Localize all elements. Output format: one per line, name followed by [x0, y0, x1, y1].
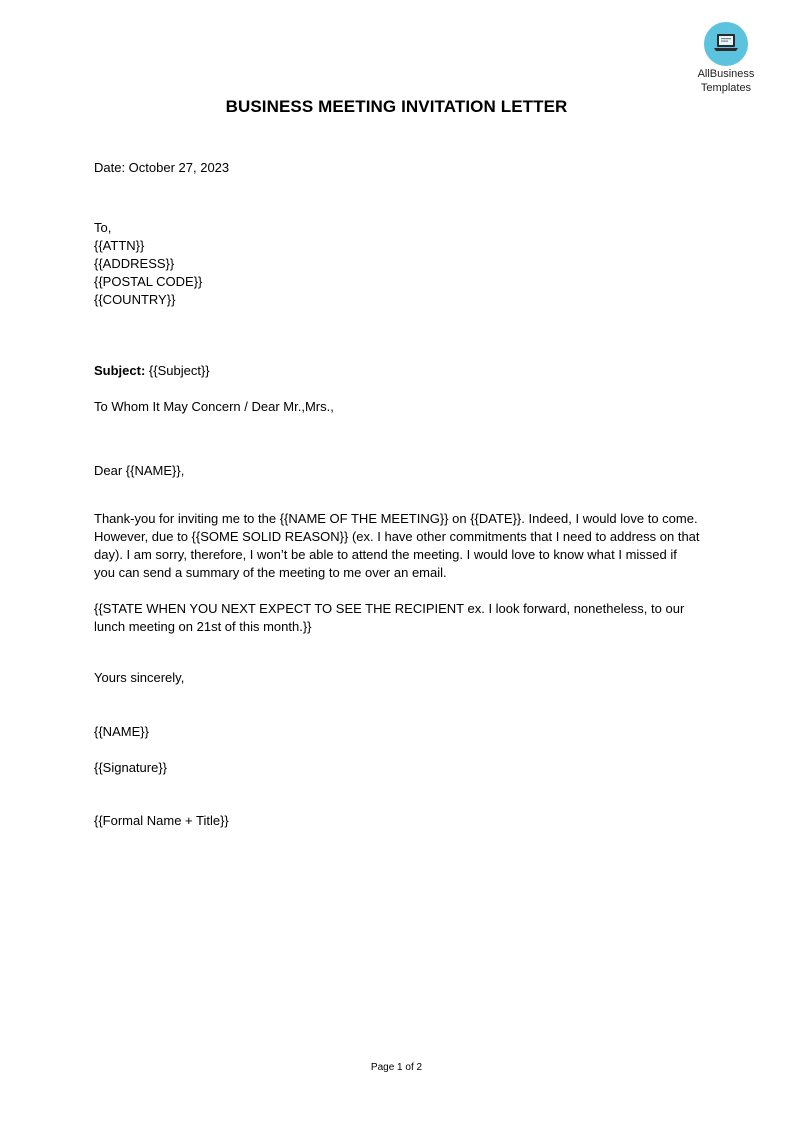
subject-value: {{Subject}}	[145, 363, 210, 378]
recipient-to: To,	[94, 220, 112, 235]
page-number: Page 1 of 2	[370, 1062, 423, 1073]
body-paragraph-2: {{STATE WHEN YOU NEXT EXPECT TO SEE THE RECIPIENT ex. I look forward, nonetheless, to our lunch meeting on 21st of this month.}}	[94, 601, 685, 634]
sender-formal-name: {{Formal Name + Title}}	[94, 813, 229, 828]
sender-signature: {{Signature}}	[94, 760, 168, 775]
recipient-attn: {{ATTN}}	[94, 238, 145, 253]
body-paragraph-1: Thank-you for inviting me to the {{NAME OF THE MEETING}} on {{DATE}}. Indeed, I would love to come. However, due to {{SOME SOLID REASON}} (ex. I have other commitments that I need to address on that day). I am sorry, therefore, I won’t be able to attend the meeting. I would love to know what I missed if you can send a summary of the meeting to me over an email.	[94, 511, 700, 580]
sender-name: {{NAME}}	[94, 724, 149, 739]
recipient-country: {{COUNTRY}}	[94, 292, 176, 307]
laptop-icon	[704, 22, 748, 66]
date-line: Date: October 27, 2023	[94, 160, 230, 175]
letter-title: BUSINESS MEETING INVITATION LETTER	[225, 97, 568, 116]
salutation-generic: To Whom It May Concern / Dear Mr.,Mrs.,	[94, 399, 334, 414]
recipient-postal-code: {{POSTAL CODE}}	[94, 274, 203, 289]
recipient-address: {{ADDRESS}}	[94, 256, 175, 271]
salutation: Dear {{NAME}},	[94, 463, 185, 478]
subject-label: Subject:	[94, 363, 146, 378]
closing: Yours sincerely,	[94, 670, 185, 685]
logo-text-line2: Templates	[700, 82, 752, 94]
allbusiness-templates-logo	[690, 22, 762, 94]
subject-line	[94, 362, 210, 380]
logo-text-line1: AllBusiness	[697, 68, 755, 80]
